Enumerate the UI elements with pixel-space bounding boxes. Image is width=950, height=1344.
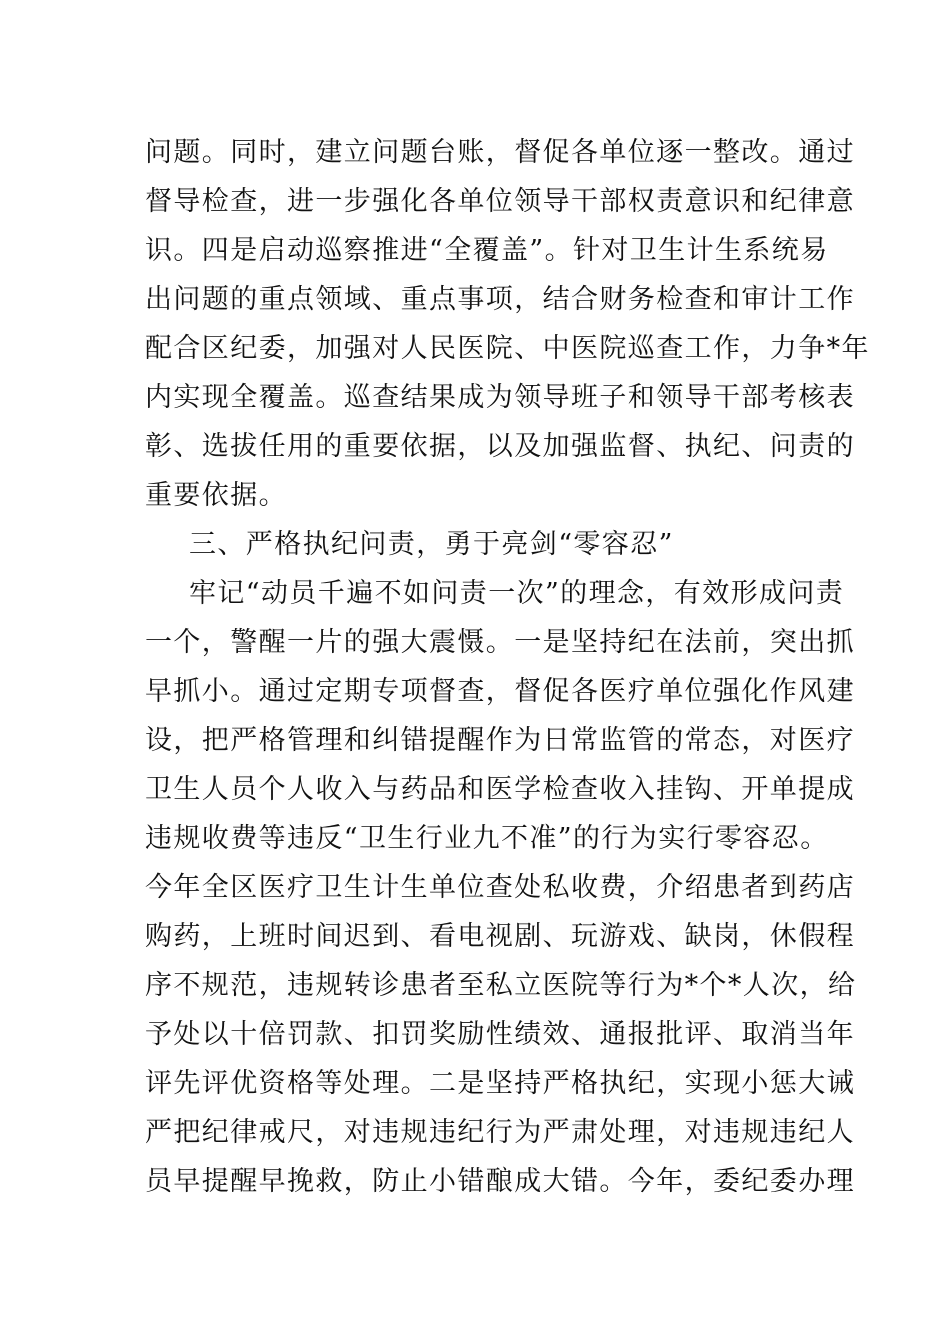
text-line: 严把纪律戒尺，对违规违纪行为严肃处理，对违规违纪人 — [145, 1117, 855, 1148]
text-line: 购药，上班时间迟到、看电视剧、玩游戏、缺岗，休假程 — [145, 921, 855, 952]
text-line: 员早提醒早挽救，防止小错酿成大错。今年，委纪委办理 — [145, 1166, 855, 1197]
text-line: 一个，警醒一片的强大震慑。一是坚持纪在法前，突出抓 — [145, 627, 855, 658]
document-body — [145, 128, 870, 1206]
text-line: 内实现全覆盖。巡查结果成为领导班子和领导干部考核表 — [145, 382, 855, 413]
text-line: 违规收费等违反“卫生行业九不准”的行为实行零容忍。 — [145, 823, 829, 854]
text-line: 今年全区医疗卫生计生单位查处私收费，介绍患者到药店 — [145, 872, 855, 903]
text-line: 问题。同时，建立问题台账，督促各单位逐一整改。通过 — [145, 137, 855, 168]
text-line: 卫生人员个人收入与药品和医学检查收入挂钩、开单提成 — [145, 774, 855, 805]
text-line: 彰、选拔任用的重要依据，以及加强监督、执纪、问责的 — [145, 431, 855, 462]
text-line: 序不规范，违规转诊患者至私立医院等行为*个*人次，给 — [145, 970, 857, 1001]
text-line: 配合区纪委，加强对人民医院、中医院巡查工作，力争*年 — [145, 333, 870, 364]
text-line: 评先评优资格等处理。二是坚持严格执纪，实现小惩大诫 — [145, 1068, 855, 1099]
text-line: 重要依据。 — [145, 480, 287, 511]
text-line: 识。四是启动巡察推进“全覆盖”。针对卫生计生系统易 — [145, 235, 829, 266]
section-heading: 三、严格执纪问责，勇于亮剑“零容忍” — [189, 529, 674, 560]
text-line: 早抓小。通过定期专项督查，督促各医疗单位强化作风建 — [145, 676, 855, 707]
text-line: 出问题的重点领域、重点事项，结合财务检查和审计工作 — [145, 284, 855, 315]
text-line: 牢记“动员千遍不如问责一次”的理念，有效形成问责 — [189, 578, 845, 609]
text-line: 予处以十倍罚款、扣罚奖励性绩效、通报批评、取消当年 — [145, 1019, 855, 1050]
text-line: 督导检查，进一步强化各单位领导干部权责意识和纪律意 — [145, 186, 855, 217]
text-line: 设，把严格管理和纠错提醒作为日常监管的常态，对医疗 — [145, 725, 855, 756]
